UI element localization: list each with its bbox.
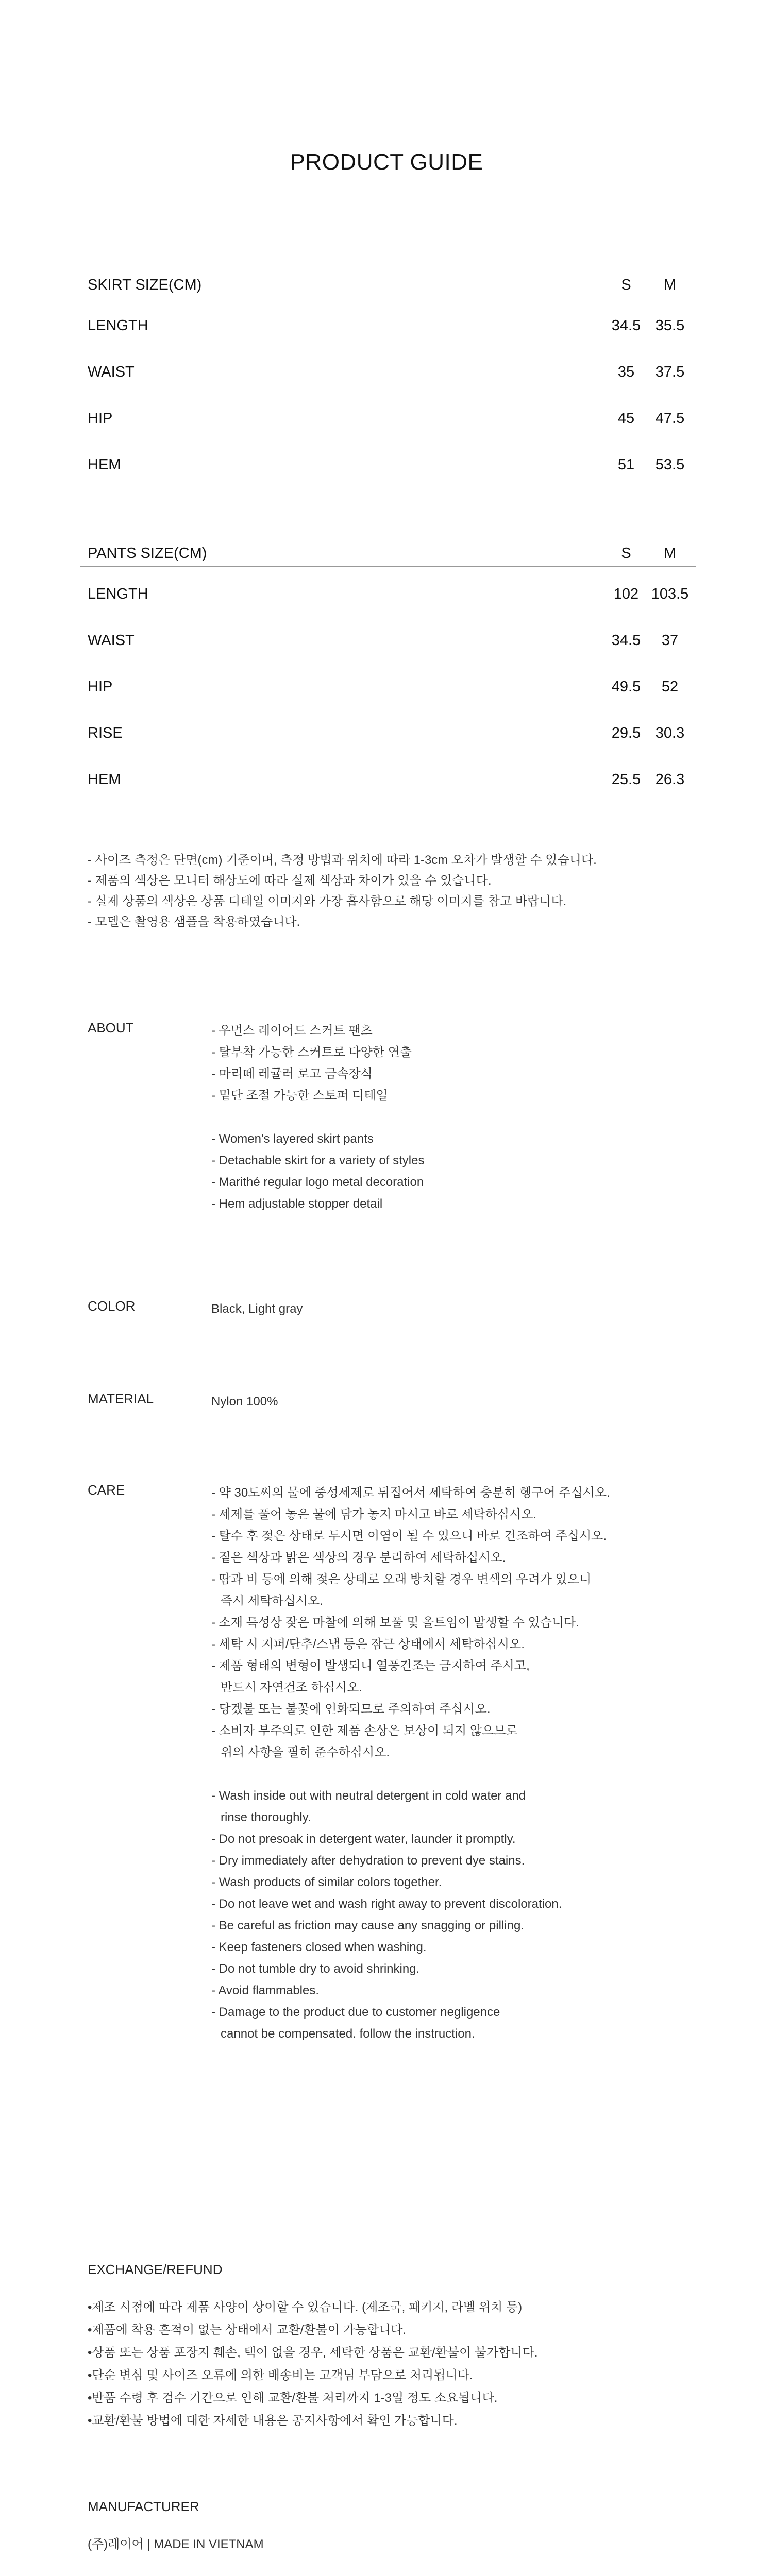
exchange-line: •교환/환불 방법에 대한 자세한 내용은 공지사항에서 확인 가능합니다. — [88, 2414, 458, 2428]
table-row — [80, 752, 696, 799]
value-m: 52 — [661, 679, 679, 695]
care-line: - 제품 형태의 변형이 발생되니 열풍건조는 금지하여 주시고, — [211, 1659, 530, 1673]
page-title: PRODUCT GUIDE — [290, 149, 483, 175]
row-label: HEM — [88, 456, 121, 473]
care-line: - Damage to the product due to customer negligence — [211, 2005, 500, 2019]
about-line: - Detachable skirt for a variety of styles — [211, 1154, 425, 1167]
table-row — [80, 437, 696, 484]
value-m: 30.3 — [655, 725, 685, 741]
care-line: - Do not leave wet and wash right away to prevent discoloration. — [211, 1897, 562, 1911]
pants-size-header — [80, 543, 696, 567]
pants-size-title: PANTS SIZE(CM) — [88, 545, 207, 562]
care-label: CARE — [88, 1482, 125, 1498]
exchange-line: •상품 또는 상품 포장지 훼손, 택이 없을 경우, 세탁한 상품은 교환/환불이 불가합니다. — [88, 2346, 538, 2360]
value-s: 49.5 — [611, 679, 641, 695]
exchange-line: •제조 시점에 따라 제품 사양이 상이할 수 있습니다. (제조국, 패키지, 라벨 위치 등) — [88, 2300, 523, 2314]
value-s: 34.5 — [611, 317, 641, 334]
about-line: - 탈부착 가능한 스커트로 다양한 연출 — [211, 1045, 412, 1059]
skirt-size-header — [80, 275, 696, 298]
exchange-line: •단순 변심 및 사이즈 오류에 의한 배송비는 고객님 부담으로 처리됩니다. — [88, 2368, 473, 2382]
table-row — [80, 345, 696, 391]
row-label: WAIST — [88, 632, 135, 649]
care-body — [211, 1482, 610, 2045]
value-m: 47.5 — [655, 410, 685, 427]
size-col-s: S — [621, 545, 631, 562]
care-line: - Dry immediately after dehydration to prevent dye stains. — [211, 1854, 525, 1868]
care-line: - Do not presoak in detergent water, launder it promptly. — [211, 1832, 516, 1846]
care-line: 반드시 자연건조 하십시오. — [221, 1681, 363, 1694]
table-row — [80, 298, 696, 345]
care-line: - 세탁 시 지퍼/단추/스냅 등은 잠근 상태에서 세탁하십시오. — [211, 1637, 525, 1651]
size-notes — [88, 850, 597, 933]
care-line: 즉시 세탁하십시오. — [221, 1594, 323, 1608]
color-label: COLOR — [88, 1298, 136, 1314]
exchange-header: EXCHANGE/REFUND — [88, 2262, 223, 2277]
about-line: - Hem adjustable stopper detail — [211, 1197, 383, 1211]
color-value: Black, Light gray — [211, 1302, 303, 1316]
care-line: - 땀과 비 등에 의해 젖은 상태로 오래 방치할 경우 변색의 우려가 있으니 — [211, 1572, 592, 1586]
skirt-size-title: SKIRT SIZE(CM) — [88, 277, 202, 293]
pants-size-table — [80, 543, 696, 799]
care-line: cannot be compensated. follow the instruction. — [221, 2027, 475, 2041]
size-col-m: M — [663, 545, 677, 562]
care-line: rinse thoroughly. — [221, 1810, 311, 1824]
table-row — [80, 706, 696, 752]
care-line: - 약 30도씨의 물에 중성세제로 뒤집어서 세탁하여 충분히 헹구어 주십시오. — [211, 1486, 610, 1500]
material-value: Nylon 100% — [211, 1395, 278, 1409]
value-s: 51 — [617, 456, 635, 473]
value-m: 37 — [661, 632, 679, 649]
care-line: - Be careful as friction may cause any snagging or pilling. — [211, 1919, 524, 1933]
exchange-lines — [88, 2296, 538, 2432]
value-s: 35 — [617, 364, 635, 380]
care-line: 위의 사항을 필히 준수하십시오. — [221, 1745, 390, 1759]
care-line: - Do not tumble dry to avoid shrinking. — [211, 1962, 420, 1976]
about-line: - Women's layered skirt pants — [211, 1132, 374, 1146]
about-line: - 밑단 조절 가능한 스토퍼 디테일 — [211, 1089, 388, 1103]
table-row — [80, 659, 696, 706]
row-label: WAIST — [88, 364, 135, 380]
care-line: - 당겠불 또는 불꽃에 인화되므로 주의하여 주십시오. — [211, 1702, 491, 1716]
care-line: - Wash products of similar colors together. — [211, 1875, 442, 1889]
value-s: 25.5 — [611, 771, 641, 788]
value-m: 35.5 — [655, 317, 685, 334]
size-col-m: M — [663, 277, 677, 293]
table-row — [80, 567, 696, 613]
row-label: LENGTH — [88, 317, 148, 334]
note-line: - 제품의 색상은 모니터 해상도에 따라 실제 색상과 차이가 있을 수 있습니다. — [88, 874, 492, 888]
value-s: 102 — [613, 586, 639, 602]
row-label: RISE — [88, 725, 123, 741]
about-line: - Marithé regular logo metal decoration — [211, 1175, 424, 1189]
exchange-section — [88, 2262, 538, 2432]
manufacturer-header: MANUFACTURER — [88, 2499, 199, 2514]
about-label: ABOUT — [88, 1020, 134, 1036]
care-line: - 탈수 후 젖은 상태로 두시면 이염이 될 수 있으니 바로 건조하여 주십시오. — [211, 1529, 607, 1543]
table-row — [80, 391, 696, 437]
care-line: - 소비자 부주의로 인한 제품 손상은 보상이 되지 않으므로 — [211, 1724, 518, 1738]
about-line: - 우먼스 레이어드 스커트 팬츠 — [211, 1024, 373, 1038]
row-label: HEM — [88, 771, 121, 788]
value-m: 37.5 — [655, 364, 685, 380]
row-label: HIP — [88, 410, 113, 427]
manufacturer-section — [88, 2499, 264, 2556]
exchange-line: •제품에 착용 흔적이 없는 상태에서 교환/환불이 가능합니다. — [88, 2323, 407, 2337]
value-m: 26.3 — [655, 771, 685, 788]
row-label: LENGTH — [88, 586, 148, 602]
note-line: - 모델은 촬영용 샘플을 착용하였습니다. — [88, 915, 300, 929]
table-row — [80, 613, 696, 659]
about-body — [211, 1020, 424, 1215]
value-s: 34.5 — [611, 632, 641, 649]
size-col-s: S — [621, 277, 631, 293]
skirt-size-table — [80, 275, 696, 484]
about-line: - 마리떼 레귤러 로고 금속장식 — [211, 1067, 373, 1081]
care-line: - 세제를 풀어 놓은 물에 담가 놓지 마시고 바로 세탁하십시오. — [211, 1507, 537, 1521]
row-label: HIP — [88, 679, 113, 695]
value-s: 29.5 — [611, 725, 641, 741]
note-line: - 실제 상품의 색상은 상품 디테일 이미지와 가장 흡사함으로 해당 이미지를 참고 바랍니다. — [88, 894, 567, 908]
value-s: 45 — [617, 410, 635, 427]
care-line: - 소재 특성상 잦은 마찰에 의해 보풀 및 올트임이 발생할 수 있습니다. — [211, 1616, 579, 1630]
value-m: 53.5 — [655, 456, 685, 473]
care-line: - Avoid flammables. — [211, 1984, 319, 1997]
care-line: - Wash inside out with neutral detergent in cold water and — [211, 1789, 526, 1803]
manufacturer-value: (주)레이어 | MADE IN VIETNAM — [88, 2537, 264, 2551]
care-line: - Keep fasteners closed when washing. — [211, 1940, 427, 1954]
care-line: - 짙은 색상과 밝은 색상의 경우 분리하여 세탁하십시오. — [211, 1551, 506, 1565]
exchange-line: •반품 수령 후 검수 기간으로 인해 교환/환불 처리까지 1-3일 정도 소요됩니다. — [88, 2391, 498, 2405]
material-label: MATERIAL — [88, 1391, 154, 1406]
note-line: - 사이즈 측정은 단면(cm) 기준이며, 측정 방법과 위치에 따라 1-3cm 오차가 발생할 수 있습니다. — [88, 853, 597, 867]
value-m: 103.5 — [651, 586, 689, 602]
